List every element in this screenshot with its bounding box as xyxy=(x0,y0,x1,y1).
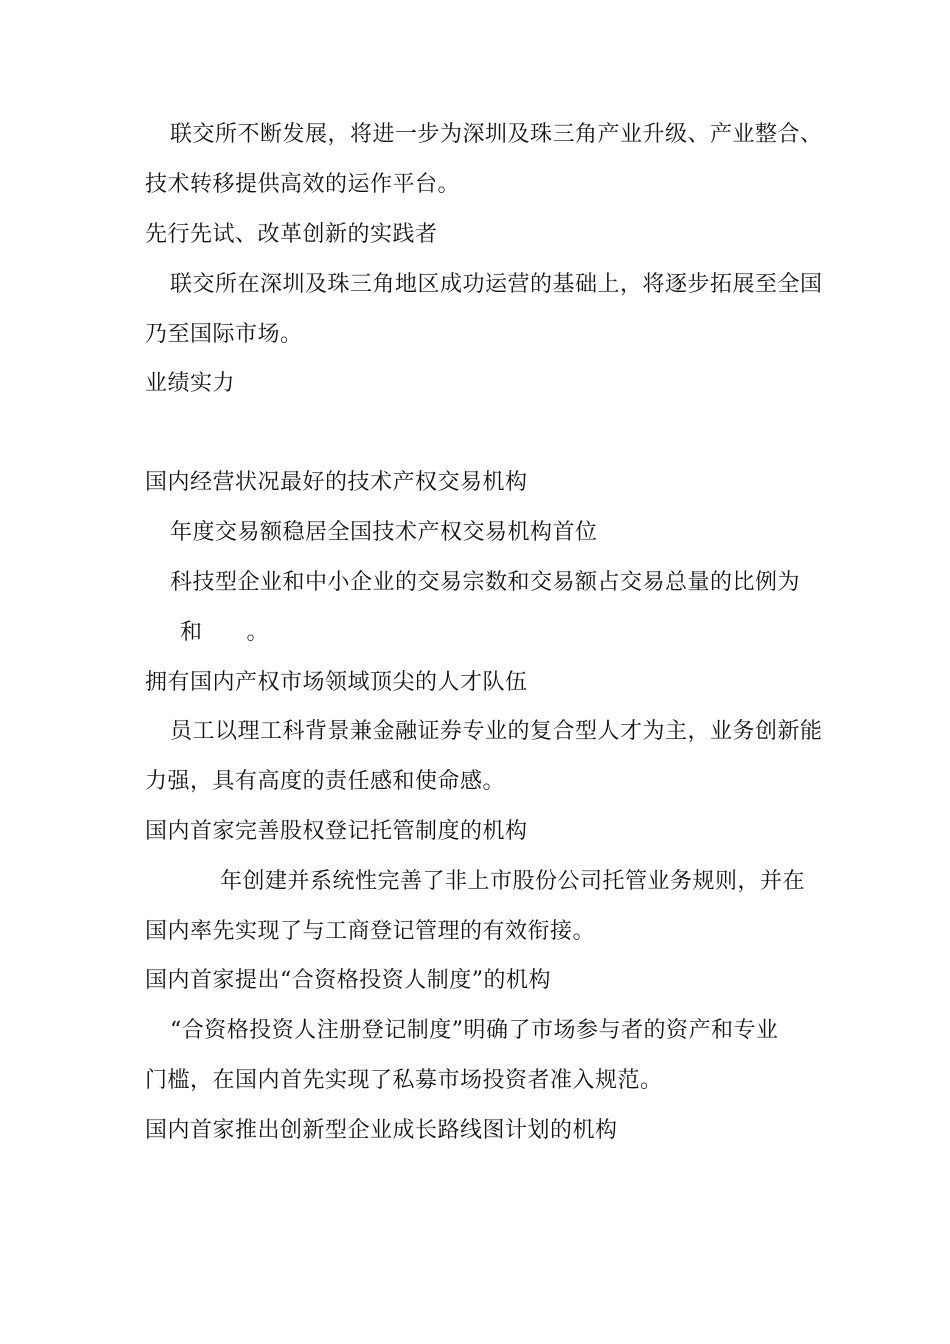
paragraph-line: 门槛，在国内首先实现了私募市场投资者准入规范。 xyxy=(145,1068,663,1093)
paragraph-line: 乃至国际市场。 xyxy=(145,322,303,347)
section-heading: 国内首家完善股权登记托管制度的机构 xyxy=(145,819,528,844)
paragraph-line: 力强，具有高度的责任感和使命感。 xyxy=(145,769,506,794)
paragraph-line: 科技型企业和中小企业的交易宗数和交易额占交易总量的比例为 xyxy=(170,570,801,595)
paragraph-fragment: 。 xyxy=(246,620,270,645)
paragraph-line: 技术转移提供高效的运作平台。 xyxy=(145,172,461,197)
section-heading: 国内首家推出创新型企业成长路线图计划的机构 xyxy=(145,1118,618,1143)
paragraph-fragment: 和 xyxy=(180,620,203,645)
paragraph-line: 年度交易额稳居全国技术产权交易机构首位 xyxy=(170,520,598,545)
section-heading: 业绩实力 xyxy=(145,371,236,396)
section-heading: 国内经营状况最好的技术产权交易机构 xyxy=(145,470,528,495)
paragraph-line: “合资格投资人注册登记制度”明确了市场参与者的资产和专业 xyxy=(170,1018,779,1043)
section-heading: 拥有国内产权市场领域顶尖的人才队伍 xyxy=(145,670,528,695)
paragraph-line: 联交所在深圳及珠三角地区成功运营的基础上，将逐步拓展至全国 xyxy=(170,272,823,297)
paragraph-line: 联交所不断发展，将进一步为深圳及珠三角产业升级、产业整合、 xyxy=(170,122,823,147)
paragraph-line: 国内率先实现了与工商登记管理的有效衔接。 xyxy=(145,919,596,944)
paragraph-line: 员工以理工科背景兼金融证券专业的复合型人才为主，业务创新能 xyxy=(170,719,823,744)
section-heading: 先行先试、改革创新的实践者 xyxy=(145,222,438,247)
paragraph-line xyxy=(180,618,860,648)
section-heading: 国内首家提出“合资格投资人制度”的机构 xyxy=(145,968,551,993)
paragraph-line: 年创建并系统性完善了非上市股份公司托管业务规则，并在 xyxy=(220,869,806,894)
